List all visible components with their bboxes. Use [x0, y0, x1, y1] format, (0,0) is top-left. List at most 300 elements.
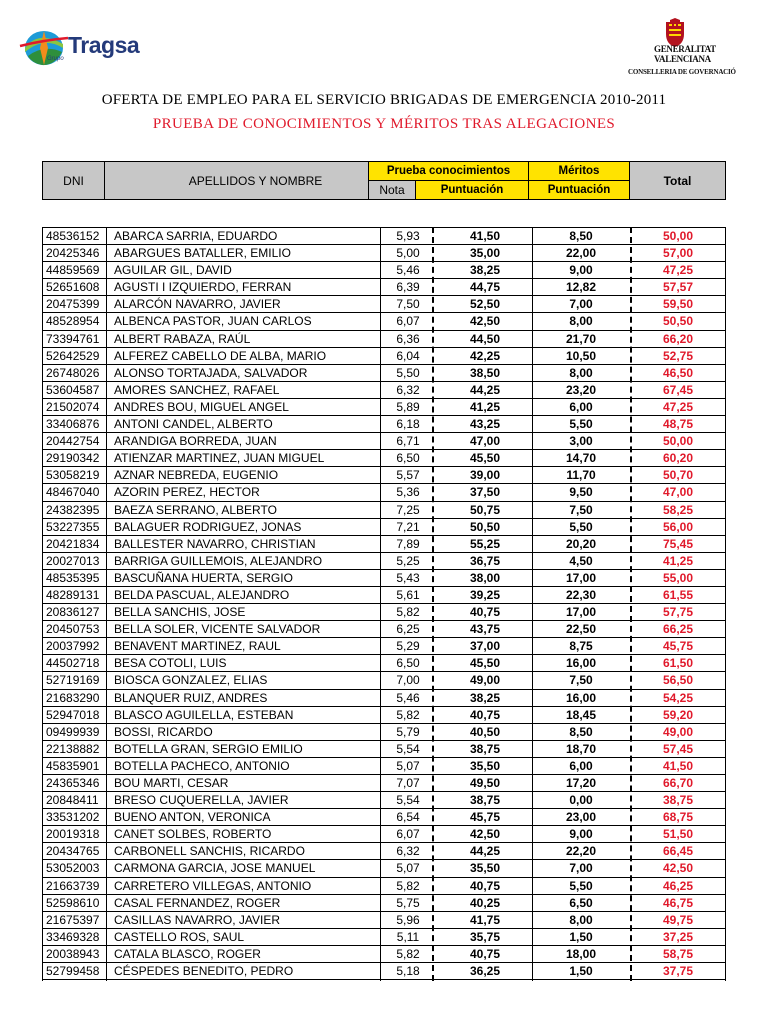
cell-dni: 45835901 [46, 758, 100, 773]
cell-name: CASAL FERNANDEZ, ROGER [114, 895, 281, 910]
table-border-right [725, 227, 726, 981]
cell-meritos: 9,00 [569, 263, 593, 278]
cell-nota: 6,36 [396, 331, 420, 346]
cell-puntuacion: 38,00 [469, 570, 501, 585]
cell-nota: 7,25 [396, 502, 420, 517]
cell-meritos: 1,50 [569, 929, 593, 944]
tragsa-grupo: Grupo [47, 56, 64, 62]
cell-total: 47,25 [662, 263, 694, 278]
cell-dni: 73394761 [46, 331, 100, 346]
cell-dni: 29190342 [46, 451, 100, 466]
table-row [42, 365, 726, 382]
cell-nota: 5,75 [396, 895, 420, 910]
generalitat-line1: GENERALITAT [654, 44, 716, 54]
cell-nota: 6,54 [396, 810, 420, 825]
cell-nota: 5,43 [396, 570, 420, 585]
cell-dni: 21683290 [46, 690, 100, 705]
cell-name: AGUILAR GIL, DAVID [114, 263, 232, 278]
cell-total: 68,75 [662, 810, 694, 825]
cell-meritos: 8,00 [569, 314, 593, 329]
cell-puntuacion: 38,25 [469, 690, 501, 705]
cell-nota: 5,61 [396, 587, 420, 602]
table-row [42, 536, 726, 553]
cell-dni: 33531202 [46, 810, 100, 825]
cell-puntuacion: 44,75 [469, 280, 501, 295]
cell-nota: 5,54 [396, 793, 420, 808]
cell-name: BENAVENT MARTINEZ, RAUL [114, 639, 281, 654]
cell-dni: 53227355 [46, 519, 100, 534]
header-total: Total [629, 161, 726, 200]
cell-nota: 5,36 [396, 485, 420, 500]
cell-nota: 5,18 [396, 964, 420, 979]
cell-meritos: 22,20 [565, 844, 597, 859]
cell-nota: 6,50 [396, 656, 420, 671]
table-divider-meritos [630, 227, 632, 981]
table-row [42, 826, 726, 843]
cell-name: BALAGUER RODRIGUEZ, JONAS [114, 519, 302, 534]
cell-dni: 22138882 [46, 741, 100, 756]
cell-puntuacion: 45,50 [469, 656, 501, 671]
cell-name: BAEZA SERRANO, ALBERTO [114, 502, 277, 517]
cell-nota: 7,00 [396, 673, 420, 688]
cell-puntuacion: 40,25 [469, 895, 501, 910]
cell-nota: 6,50 [396, 451, 420, 466]
cell-puntuacion: 44,50 [469, 331, 501, 346]
cell-puntuacion: 43,75 [469, 622, 501, 637]
table-row [42, 963, 726, 980]
cell-puntuacion: 39,25 [469, 587, 501, 602]
cell-meritos: 7,50 [569, 673, 593, 688]
cell-puntuacion: 35,75 [469, 929, 501, 944]
cell-nota: 5,82 [396, 605, 420, 620]
cell-total: 66,70 [662, 776, 694, 790]
cell-meritos: 9,00 [569, 827, 593, 842]
cell-total: 46,25 [662, 878, 694, 893]
cell-meritos: 17,00 [565, 570, 597, 585]
cell-dni: 24382395 [46, 502, 100, 517]
cell-dni: 52947018 [46, 707, 100, 722]
cell-name: CARMONA GARCIA, JOSE MANUEL [114, 861, 316, 876]
table-row [42, 707, 726, 724]
cell-total: 66,45 [662, 844, 694, 859]
cell-meritos: 23,20 [565, 382, 597, 397]
cell-meritos: 8,00 [569, 912, 593, 927]
cell-meritos: 6,50 [569, 895, 593, 910]
cell-name: BOSSI, RICARDO [114, 724, 213, 739]
cell-nota: 5,89 [396, 399, 420, 414]
cell-puntuacion: 47,00 [469, 434, 501, 449]
header-name: APELLIDOS Y NOMBRE [104, 161, 407, 200]
cell-total: 58,25 [662, 502, 694, 517]
cell-total: 57,57 [662, 280, 694, 295]
cell-name: ATIENZAR MARTINEZ, JUAN MIGUEL [114, 451, 325, 466]
cell-nota: 5,79 [396, 724, 420, 739]
cell-nota: 6,18 [396, 417, 420, 432]
table-row [42, 775, 726, 792]
cell-nota: 6,39 [396, 280, 420, 295]
table-divider-name [380, 227, 381, 981]
cell-puntuacion: 44,25 [469, 844, 501, 859]
cell-puntuacion: 42,50 [469, 314, 501, 329]
table-divider-punt [532, 227, 533, 981]
cell-meritos: 7,00 [569, 861, 593, 876]
cell-dni: 21502074 [46, 399, 100, 414]
cell-name: BUENO ANTON, VERONICA [114, 810, 271, 825]
cell-puntuacion: 43,25 [469, 417, 501, 432]
cell-name: AGUSTI I IZQUIERDO, FERRAN [114, 280, 292, 295]
cell-name: BOU MARTI, CESAR [114, 776, 229, 790]
cell-nota: 7,89 [396, 536, 420, 551]
cell-name: CARBONELL SANCHIS, RICARDO [114, 844, 305, 859]
cell-nota: 6,07 [396, 314, 420, 329]
cell-meritos: 8,00 [569, 365, 593, 380]
cell-nota: 5,29 [396, 639, 420, 654]
cell-total: 51,50 [662, 827, 694, 842]
cell-nota: 5,07 [396, 861, 420, 876]
cell-name: ABARCA SARRIA, EDUARDO [114, 229, 278, 243]
cell-meritos: 18,00 [565, 946, 597, 961]
cell-meritos: 17,00 [565, 605, 597, 620]
cell-puntuacion: 41,75 [469, 912, 501, 927]
table-row [42, 946, 726, 963]
cell-dni: 20038943 [46, 946, 100, 961]
cell-total: 47,25 [662, 399, 694, 414]
cell-dni: 48536152 [46, 229, 100, 243]
cell-name: CASTELLO ROS, SAUL [114, 929, 245, 944]
table-row [42, 228, 726, 245]
cell-total: 38,75 [662, 793, 694, 808]
cell-nota: 6,32 [396, 844, 420, 859]
cell-dni: 48289131 [46, 587, 100, 602]
cell-puntuacion: 42,25 [469, 348, 501, 363]
cell-dni: 21663739 [46, 878, 100, 893]
cell-puntuacion: 36,25 [469, 964, 501, 979]
cell-dni: 33406876 [46, 417, 100, 432]
cell-dni: 52719169 [46, 673, 100, 688]
table-row [42, 792, 726, 809]
cell-name: BELLA SANCHIS, JOSE [114, 605, 246, 620]
cell-name: AMORES SANCHEZ, RAFAEL [114, 382, 280, 397]
table-row [42, 638, 726, 655]
cell-dni: 33469328 [46, 929, 100, 944]
header-puntuacion: Puntuación [415, 180, 529, 200]
cell-dni: 20037992 [46, 639, 100, 654]
cell-name: ALBENCA PASTOR, JUAN CARLOS [114, 314, 312, 329]
cell-puntuacion: 35,00 [469, 246, 501, 261]
table-row [42, 296, 726, 313]
cell-total: 61,55 [662, 587, 694, 602]
cell-meritos: 14,70 [565, 451, 597, 466]
cell-name: ARANDIGA BORREDA, JUAN [114, 434, 277, 449]
table-row [42, 399, 726, 416]
table-border-left [42, 227, 43, 981]
cell-puntuacion: 38,75 [469, 741, 501, 756]
cell-puntuacion: 36,75 [469, 553, 501, 568]
table-row [42, 433, 726, 450]
cell-nota: 5,46 [396, 690, 420, 705]
table-row [42, 502, 726, 519]
cell-total: 41,25 [662, 553, 694, 568]
cell-name: BOTELLA GRAN, SERGIO EMILIO [114, 741, 303, 756]
cell-name: CARRETERO VILLEGAS, ANTONIO [114, 878, 312, 893]
cell-dni: 20421834 [46, 536, 100, 551]
cell-total: 49,00 [662, 724, 694, 739]
cell-dni: 48528954 [46, 314, 100, 329]
cell-puntuacion: 40,75 [469, 946, 501, 961]
table-row [42, 758, 726, 775]
document-title: OFERTA DE EMPLEO PARA EL SERVICIO BRIGADAS DE EMERGENCIA 2010-2011 [101, 92, 667, 108]
cell-name: BLASCO AGUILELLA, ESTEBAN [114, 707, 294, 722]
cell-total: 61,50 [662, 656, 694, 671]
header-nota: Nota [368, 180, 416, 200]
table-row [42, 621, 726, 638]
cell-total: 66,25 [662, 622, 694, 637]
cell-meritos: 6,00 [569, 758, 593, 773]
cell-dni: 44502718 [46, 656, 100, 671]
cell-puntuacion: 55,25 [469, 536, 501, 551]
table-header [42, 161, 726, 200]
cell-meritos: 5,50 [569, 878, 593, 893]
cell-dni: 20450753 [46, 622, 100, 637]
table-row [42, 519, 726, 536]
cell-nota: 5,82 [396, 878, 420, 893]
generalitat-line3: CONSELLERIA DE GOVERNACIÓ [628, 68, 736, 76]
cell-nota: 5,46 [396, 263, 420, 278]
cell-puntuacion: 45,50 [469, 451, 501, 466]
cell-name: BESA COTOLI, LUIS [114, 656, 227, 671]
cell-dni: 53058219 [46, 468, 100, 483]
table-row [42, 331, 726, 348]
cell-name: ABARGUES BATALLER, EMILIO [114, 246, 291, 261]
cell-puntuacion: 35,50 [469, 861, 501, 876]
cell-nota: 6,04 [396, 348, 420, 363]
cell-total: 50,00 [662, 434, 694, 449]
cell-meritos: 10,50 [565, 348, 597, 363]
cell-puntuacion: 38,25 [469, 263, 501, 278]
cell-nota: 5,07 [396, 758, 420, 773]
cell-puntuacion: 39,00 [469, 468, 501, 483]
table-row [42, 604, 726, 621]
table-row [42, 724, 726, 741]
cell-name: BELDA PASCUAL, ALEJANDRO [114, 587, 290, 602]
table-row [42, 912, 726, 929]
cell-puntuacion: 38,50 [469, 365, 501, 380]
cell-meritos: 9,50 [569, 485, 593, 500]
cell-puntuacion: 41,50 [469, 229, 501, 243]
cell-meritos: 23,00 [565, 810, 597, 825]
cell-total: 56,00 [662, 519, 694, 534]
cell-meritos: 8,75 [569, 639, 593, 654]
cell-nota: 5,25 [396, 553, 420, 568]
table-row [42, 553, 726, 570]
cell-name: CASILLAS NAVARRO, JAVIER [114, 912, 281, 927]
cell-total: 47,00 [662, 485, 694, 500]
cell-puntuacion: 50,50 [469, 519, 501, 534]
cell-meritos: 5,50 [569, 417, 593, 432]
cell-dni: 20019318 [46, 827, 100, 842]
cell-puntuacion: 37,00 [469, 639, 501, 654]
cell-total: 37,75 [662, 964, 694, 979]
generalitat-line2: VALENCIANA [654, 54, 711, 64]
tragsa-wordmark: Tragsa [68, 32, 140, 58]
cell-meritos: 1,50 [569, 964, 593, 979]
header-dni: DNI [42, 161, 105, 200]
cell-dni: 52598610 [46, 895, 100, 910]
cell-nota: 5,57 [396, 468, 420, 483]
cell-meritos: 0,00 [569, 793, 593, 808]
cell-nota: 6,32 [396, 382, 420, 397]
cell-nota: 7,50 [396, 297, 420, 312]
cell-puntuacion: 37,50 [469, 485, 501, 500]
cell-dni: 52651608 [46, 280, 100, 295]
table-row [42, 450, 726, 467]
cell-meritos: 7,50 [569, 502, 593, 517]
cell-meritos: 22,30 [565, 587, 597, 602]
cell-dni: 44859569 [46, 263, 100, 278]
cell-total: 59,50 [662, 297, 694, 312]
cell-meritos: 8,50 [569, 229, 593, 243]
cell-meritos: 8,50 [569, 724, 593, 739]
cell-nota: 5,11 [396, 929, 420, 944]
cell-total: 50,00 [662, 229, 694, 243]
cell-meritos: 6,00 [569, 399, 593, 414]
table-row [42, 860, 726, 877]
cell-name: BLANQUER RUIZ, ANDRES [114, 690, 268, 705]
cell-total: 66,20 [662, 331, 694, 346]
cell-puntuacion: 40,75 [469, 878, 501, 893]
cell-nota: 5,93 [396, 229, 420, 243]
table-row [42, 467, 726, 484]
table-row [42, 672, 726, 689]
cell-total: 48,75 [662, 417, 694, 432]
cell-name: ALARCÓN NAVARRO, JAVIER [114, 297, 281, 312]
cell-dni: 24365346 [46, 776, 100, 790]
cell-total: 59,20 [662, 707, 694, 722]
cell-puntuacion: 40,50 [469, 724, 501, 739]
cell-meritos: 16,00 [565, 656, 597, 671]
cell-meritos: 22,50 [565, 622, 597, 637]
cell-puntuacion: 41,25 [469, 399, 501, 414]
cell-puntuacion: 49,50 [469, 776, 501, 790]
table-row [42, 313, 726, 330]
cell-total: 46,50 [662, 365, 694, 380]
generalitat-logo [620, 18, 736, 88]
table-row [42, 348, 726, 365]
cell-total: 67,45 [662, 382, 694, 397]
cell-meritos: 4,50 [569, 553, 593, 568]
cell-total: 75,45 [662, 536, 694, 551]
cell-nota: 5,96 [396, 912, 420, 927]
cell-puntuacion: 44,25 [469, 382, 501, 397]
cell-nota: 6,07 [396, 827, 420, 842]
cell-meritos: 21,70 [565, 331, 597, 346]
cell-puntuacion: 38,75 [469, 793, 501, 808]
cell-meritos: 22,00 [565, 246, 597, 261]
cell-dni: 52642529 [46, 348, 100, 363]
cell-total: 60,20 [662, 451, 694, 466]
cell-nota: 5,50 [396, 365, 420, 380]
cell-name: AZNAR NEBREDA, EUGENIO [114, 468, 279, 483]
cell-dni: 53604587 [46, 382, 100, 397]
cell-meritos: 5,50 [569, 519, 593, 534]
cell-puntuacion: 49,00 [469, 673, 501, 688]
cell-name: BIOSCA GONZALEZ, ELIAS [114, 673, 268, 688]
cell-total: 57,00 [662, 246, 694, 261]
cell-name: ALFEREZ CABELLO DE ALBA, MARIO [114, 348, 327, 363]
cell-name: BASCUÑANA HUERTA, SERGIO [114, 570, 293, 585]
cell-meritos: 16,00 [565, 690, 597, 705]
cell-name: ANTONI CANDEL, ALBERTO [114, 417, 273, 432]
cell-name: ALBERT RABAZA, RAÚL [114, 331, 251, 346]
cell-total: 55,00 [662, 570, 694, 585]
table-row [42, 741, 726, 758]
cell-meritos: 11,70 [566, 468, 596, 483]
cell-dni: 53052003 [46, 861, 100, 876]
cell-total: 56,50 [662, 673, 694, 688]
cell-meritos: 18,70 [565, 741, 597, 756]
cell-puntuacion: 35,50 [469, 758, 501, 773]
table-row [42, 245, 726, 262]
cell-dni: 21675397 [46, 912, 100, 927]
header-prueba: Prueba conocimientos [368, 161, 529, 181]
cell-dni: 52799458 [46, 964, 100, 979]
table-row [42, 587, 726, 604]
cell-nota: 7,21 [396, 519, 420, 534]
table-row [42, 878, 726, 895]
cell-dni: 20836127 [46, 605, 100, 620]
cell-nota: 5,54 [396, 741, 420, 756]
cell-name: BELLA SOLER, VICENTE SALVADOR [114, 622, 321, 637]
table-row [42, 279, 726, 296]
cell-meritos: 3,00 [569, 434, 593, 449]
cell-dni: 20425346 [46, 246, 100, 261]
cell-nota: 5,00 [396, 246, 420, 261]
cell-dni: 09499939 [46, 724, 100, 739]
cell-total: 52,75 [662, 348, 694, 363]
cell-total: 57,75 [662, 605, 694, 620]
cell-total: 46,75 [662, 895, 694, 910]
cell-meritos: 18,45 [565, 707, 597, 722]
table-row [42, 416, 726, 433]
cell-name: ALONSO TORTAJADA, SALVADOR [114, 365, 308, 380]
results-table [42, 227, 726, 980]
cell-name: BOTELLA PACHECO, ANTONIO [114, 758, 290, 773]
cell-meritos: 7,00 [569, 297, 593, 312]
cell-dni: 20848411 [46, 793, 99, 808]
table-row [42, 809, 726, 826]
cell-total: 50,70 [662, 468, 694, 483]
cell-total: 37,25 [662, 929, 694, 944]
cell-dni: 20027013 [46, 553, 100, 568]
cell-name: BALLESTER NAVARRO, CHRISTIAN [114, 536, 316, 551]
tragsa-globe-icon [18, 22, 70, 74]
table-row [42, 382, 726, 399]
document-subtitle: PRUEBA DE CONOCIMIENTOS Y MÉRITOS TRAS ALEGACIONES [152, 116, 616, 132]
cell-total: 49,75 [662, 912, 694, 927]
cell-dni: 48467040 [46, 485, 100, 500]
cell-meritos: 17,20 [565, 776, 597, 790]
cell-name: CATALA BLASCO, ROGER [114, 946, 261, 961]
cell-name: BRESO CUQUERELLA, JAVIER [114, 793, 289, 808]
table-row [42, 262, 726, 279]
cell-dni: 20442754 [46, 434, 100, 449]
cell-dni: 48535395 [46, 570, 100, 585]
cell-puntuacion: 40,75 [469, 707, 501, 722]
cell-total: 42,50 [662, 861, 694, 876]
cell-total: 54,25 [662, 690, 694, 705]
table-divider-dni [106, 227, 107, 981]
cell-name: ANDRES BOU, MIGUEL ANGEL [114, 399, 289, 414]
